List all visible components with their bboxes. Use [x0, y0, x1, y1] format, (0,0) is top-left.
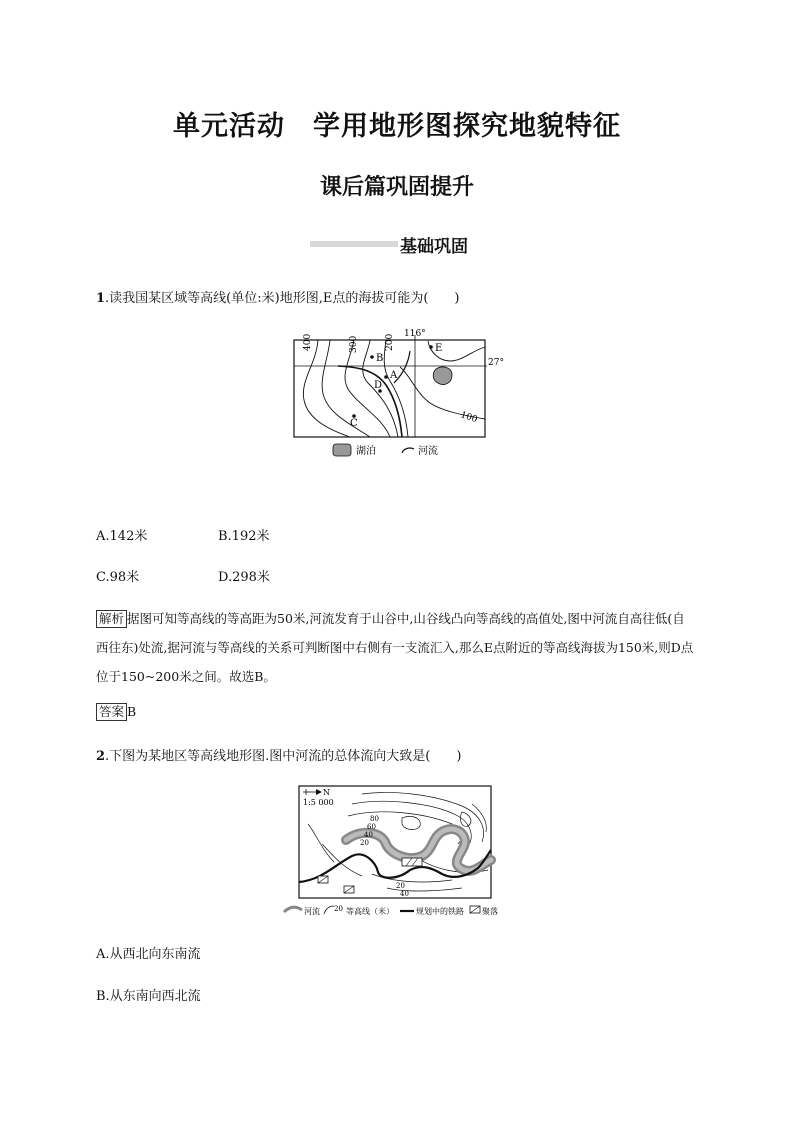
q1-option-a[interactable]: A.142米: [96, 529, 148, 544]
q2-contour-label-60: 60: [367, 823, 376, 831]
analysis-text: 据图可知等高线的等高距为50米,河流发育于山谷中,山谷线凸向等高线的高值处,图中河流自高往低(自西往东)处流,据河流与等高线的关系可判断图中右侧有一支流汇入,那么E点附近的等高线海拔为150米,则D点位于150~200米之间。故选B。: [96, 611, 694, 684]
scale-label: 1:5 000: [303, 798, 334, 807]
lake: [433, 367, 452, 385]
answer-value: B: [127, 704, 137, 719]
latitude-label: 27°: [488, 358, 504, 368]
contour-label-100: 100: [459, 410, 479, 426]
q2-option-b[interactable]: B.从东南向西北流: [96, 989, 201, 1004]
question-1-text: .读我国某区域等高线(单位:米)地形图,E点的海拔可能为( ): [105, 291, 460, 306]
contour-label-300: 300: [349, 335, 359, 353]
contour-label-400: 400: [303, 333, 313, 351]
q2-legend-village: 聚落: [482, 907, 498, 916]
q2-contour-label-20b: 20: [396, 882, 405, 890]
q1-analysis: [96, 604, 696, 691]
q2-contour-label-40b: 40: [400, 890, 409, 898]
q2-contour-label-40: 40: [364, 831, 373, 839]
legend-contour-swatch: [324, 906, 334, 914]
section-heading: 基础巩固: [400, 237, 468, 257]
question-1-contour-map: [290, 325, 520, 469]
legend-river-label: 河流: [418, 446, 438, 457]
legend-river-swatch: [284, 907, 302, 912]
point-c-label: C: [350, 418, 358, 429]
page-title: [0, 104, 794, 143]
point-d-label: D: [374, 380, 383, 391]
q2-contour-label-20: 20: [360, 839, 369, 847]
question-2-text: .下图为某地区等高线地形图.图中河流的总体流向大致是( ): [105, 749, 462, 764]
q1-option-d[interactable]: D.298米: [218, 570, 270, 585]
question-2-contour-map: [282, 784, 522, 924]
q2-contour-label-80: 80: [370, 815, 379, 823]
north-arrow: [303, 788, 334, 807]
q2-map-legend: [284, 905, 498, 916]
q2-option-a[interactable]: A.从西北向东南流: [96, 947, 201, 962]
point-b-label: B: [376, 353, 384, 364]
section-decoration-bar: [310, 241, 398, 247]
q2-legend-contour-sample: 20: [334, 905, 343, 913]
point-a-label: A: [390, 370, 398, 381]
title-part2: 学用地形图探究地貌特征: [313, 111, 621, 142]
points: [350, 343, 442, 429]
contour-label-200: 200: [385, 333, 395, 351]
point-e-label: E: [435, 343, 443, 354]
legend-lake-label: 湖泊: [356, 446, 376, 457]
question-2-number: 2: [96, 749, 106, 764]
question-1-number: 1: [96, 291, 106, 306]
q2-legend-railway: 规划中的铁路: [416, 907, 464, 916]
north-label: N: [323, 788, 330, 797]
page-subtitle: 课后篇巩固提升: [319, 174, 474, 200]
villages: [318, 858, 422, 893]
q1-answer: [96, 703, 136, 721]
title-part1: 单元活动: [173, 111, 285, 142]
q1-option-b[interactable]: B.192米: [218, 529, 270, 544]
longitude-label: 116°: [404, 329, 426, 339]
q2-legend-river: 河流: [304, 907, 320, 916]
contour-400: [303, 340, 350, 437]
question-1: [96, 287, 459, 306]
answer-tag: 答案: [96, 703, 127, 721]
question-2: [96, 745, 461, 764]
q1-option-c[interactable]: C.98米: [96, 570, 140, 585]
legend-river-swatch: [402, 448, 414, 453]
q2-legend-contour: 等高线（米）: [346, 907, 394, 916]
legend-lake-swatch: [333, 444, 351, 456]
contour-350: [322, 340, 370, 437]
analysis-tag: 解析: [96, 610, 127, 628]
map-legend: [333, 444, 438, 457]
